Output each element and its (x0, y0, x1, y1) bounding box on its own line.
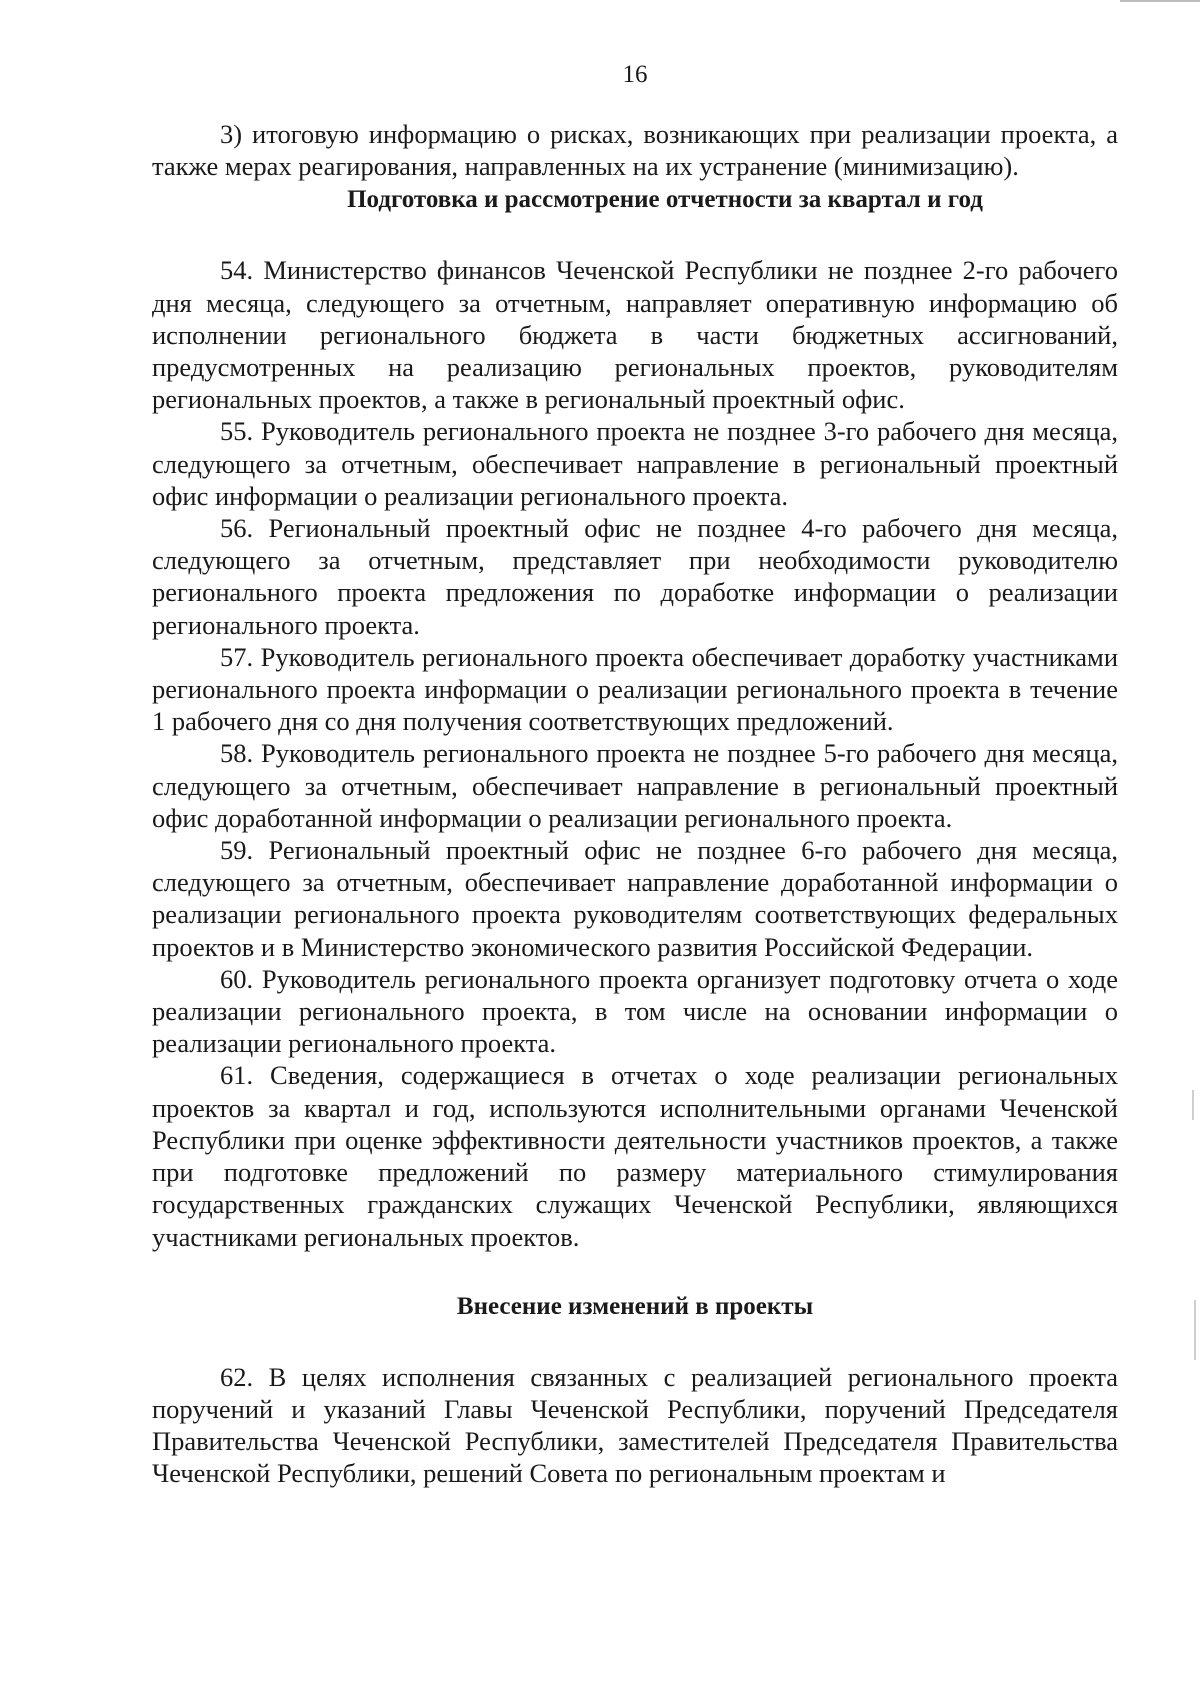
paragraph-59: 59. Региональный проектный офис не позднее 6-го рабочего дня месяца, следующего за отчетным, обеспечивает направление доработанной информации о реализации регионального проекта руководителям соответствующих федеральных проектов и в Министерство экономического развития Российской Федерации. (152, 835, 1118, 962)
list-item-3: 3) итоговую информацию о рисках, возникающих при реализации проекта, а также мерах реагирования, направленных на их устранение (минимизацию). (152, 119, 1118, 182)
paragraph-56: 56. Региональный проектный офис не позднее 4-го рабочего дня месяца, следующего за отчетным, представляет при необходимости руководителю регионального проекта предложения по доработке информации о реализации регионального проекта. (152, 513, 1118, 640)
section-heading-reporting: Подготовка и рассмотрение отчетности за квартал и год (347, 186, 983, 214)
paragraph-58: 58. Руководитель регионального проекта не позднее 5-го рабочего дня месяца, следующего за отчетным, обеспечивает направление в региональный проектный офис доработанной информации о реализации регионального проекта. (152, 738, 1118, 833)
paragraph-54: 54. Министерство финансов Чеченской Республики не позднее 2-го рабочего дня месяца, следующего за отчетным, направляет оперативную информацию об исполнении регионального бюджета в части бюджетных ассигнований, предусмотренных на реализацию региональных проектов, руководителям региональных проектов, а также в региональный проектный офис. (152, 255, 1118, 415)
page-number: 16 (622, 61, 648, 88)
scan-margin-mark (1192, 1090, 1194, 1120)
paragraph-62: 62. В целях исполнения связанных с реализацией регионального проекта поручений и указаний Главы Чеченской Республики, поручений Председателя Правительства Чеченской Республики, заместителей Председателя Правительства Чеченской Республики, решений Совета по региональным проектам и (152, 1361, 1118, 1489)
paragraph-60: 60. Руководитель регионального проекта организует подготовку отчета о ходе реализации регионального проекта, в том числе на основании информации о реализации регионального проекта. (152, 963, 1118, 1059)
scan-margin-mark (1194, 1300, 1196, 1360)
section-heading-changes: Внесение изменений в проекты (456, 1292, 814, 1320)
paragraph-55: 55. Руководитель регионального проекта не позднее 3-го рабочего дня месяца, следующего за отчетным, обеспечивает направление в региональный проектный офис информации о реализации регионального проекта. (152, 416, 1118, 511)
paragraph-57: 57. Руководитель регионального проекта обеспечивает доработку участниками регионального проекта информации о реализации регионального проекта в течение 1 рабочего дня со дня получения соответствующих предложений. (152, 641, 1118, 737)
spacer (152, 1323, 1118, 1361)
document-body (152, 118, 1118, 1490)
spacer (152, 216, 1118, 254)
scan-edge-line (1120, 0, 1200, 2)
paragraph-61: 61. Сведения, содержащиеся в отчетах о ходе реализации региональных проектов за квартал и год, используются исполнительными органами Чеченской Республики при оценке эффективности деятельности участников проектов, а также при подготовке предложений по размеру материального стимулирования государственных гражданских служащих Чеченской Республики, являющихся участниками региональных проектов. (152, 1060, 1118, 1252)
